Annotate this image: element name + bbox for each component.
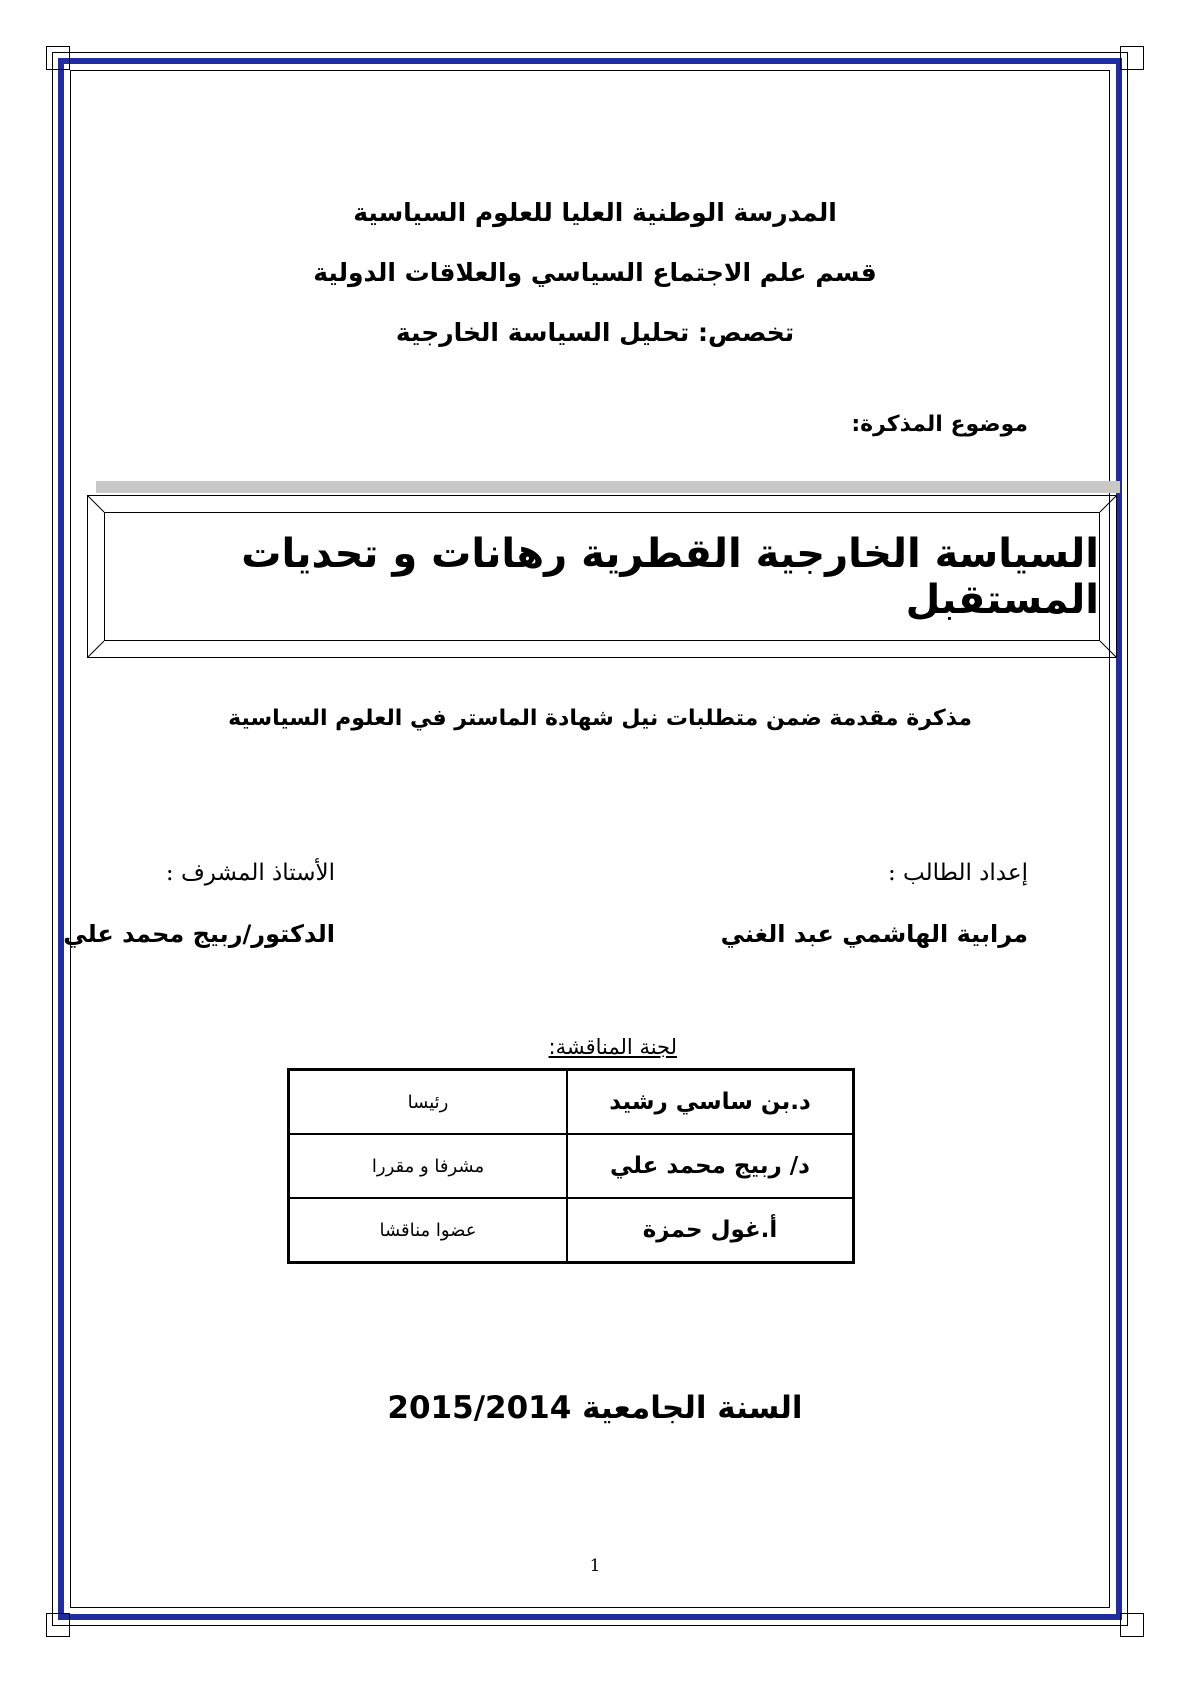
memo-statement: مذكرة مقدمة ضمن متطلبات نيل شهادة الماستر في العلوم السياسية <box>228 706 972 731</box>
thesis-title: السياسة الخارجية القطرية رهانات و تحديات المستقبل <box>241 530 1099 623</box>
committee-title: لجنة المناقشة: <box>548 1035 677 1059</box>
academic-year: السنة الجامعية 2015/2014 <box>387 1390 803 1426</box>
member-name: د/ ربيج محمد علي <box>567 1134 854 1198</box>
page-number: 1 <box>589 1556 601 1576</box>
border-corner <box>46 1613 70 1637</box>
subject-label: موضوع المذكرة: <box>851 412 1028 437</box>
department-name: قسم علم الاجتماع السياسي والعلاقات الدولية <box>313 258 877 287</box>
border-corner <box>46 46 70 70</box>
member-role: رئيسا <box>289 1070 568 1135</box>
specialization: تخصص: تحليل السياسة الخارجية <box>395 318 795 347</box>
title-box-shadow <box>96 481 1120 493</box>
school-name: المدرسة الوطنية العليا للعلوم السياسية <box>353 198 837 227</box>
page-border-inner <box>70 70 1110 1608</box>
border-corner <box>1120 46 1144 70</box>
student-name: مرابية الهاشمي عبد الغني <box>720 920 1028 948</box>
supervisor-name: الدكتور/ربيج محمد علي <box>63 920 335 948</box>
table-row <box>289 1070 854 1135</box>
member-name: أ.غول حمزة <box>567 1198 854 1263</box>
title-box-inner <box>104 512 1100 641</box>
table-row <box>289 1134 854 1198</box>
supervisor-label: الأستاذ المشرف : <box>165 860 335 886</box>
student-label: إعداد الطالب : <box>887 860 1028 886</box>
member-name: د.بن ساسي رشيد <box>567 1070 854 1135</box>
committee-table <box>287 1068 855 1264</box>
member-role: عضوا مناقشا <box>289 1198 568 1263</box>
table-row <box>289 1198 854 1263</box>
member-role: مشرفا و مقررا <box>289 1134 568 1198</box>
border-corner <box>1120 1613 1144 1637</box>
